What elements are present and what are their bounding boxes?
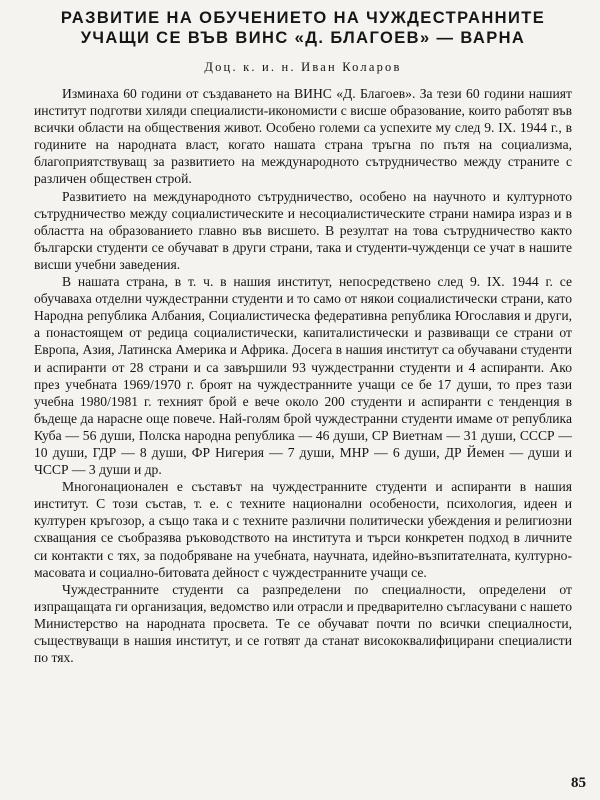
paragraph-4: Многонационален е съставът на чуждестранните студенти и аспиранти в нашия институт. С този състав, т. е. с техните национални особености, психология, идеен и културен кръгозор, а също така и с техните различни политически убеждения и религиозни схващания се съобразява ръководството на института и търси конкретен подход в личните си контакти с тях, за подобряване на учебната, научната, идейно-възпитателната, културно-масовата и социално-битовата дейност с чуждестранните учащи се. — [34, 479, 572, 580]
article-title-line-1: РАЗВИТИЕ НА ОБУЧЕНИЕТО НА ЧУЖДЕСТРАННИТЕ — [60, 9, 546, 27]
article-author: Доц. к. и. н. Иван Коларов — [204, 60, 402, 74]
paragraph-2: Развитието на международното сътрудничество, особено на научното и културното сътрудничество между социалистическите и несоциалистическите страни намира израз и в областта на образованието главно във висшето. В резултат на това сътрудничество както български студенти се обучават в други страни, така и студенти-чужденци се учат в нашите висши учебни заведения. — [34, 188, 572, 272]
paragraph-1: Изминаха 60 години от създаването на ВИНС «Д. Благоев». За тези 60 години нашият институт подготви хиляди специалисти-икономисти с висше образование, които работят във всички области на обществения живот. Особено големи са успехите му след 9. IX. 1944 г., в годините на народната власт, когато нашата страна тръгна по пътя на социализма, благоприятствуващ за развитието на международното сътрудничество между страните с различен обществен строй. — [34, 86, 572, 187]
article-title — [34, 8, 572, 48]
paragraph-5: Чуждестранните студенти са разпределени по специалности, определени от изпращащата ги организация, ведомство или отрасли и предварително съгласувани с нашето Министерство на народната просвета. Те се обучават почти по всички специалности, съществуващи в нашия институт, и се готвят да станат висококвалифицирани специалисти по тях. — [34, 581, 572, 666]
article-body — [34, 85, 572, 666]
paragraph-3: В нашата страна, в т. ч. в нашия институт, непосредствено след 9. IX. 1944 г. се обучаваха отделни чуждестранни студенти и то само от някои социалистически страни, като Народна република Албания, Социалистическа федеративна република Югославия и други, а понастоящем от редица социалистически, капиталистически и развиващи се страни от Европа, Азия, Латинска Америка и Африка. Досега в нашия институт са обучавани студенти и аспиранти от 28 страни и са завършили 93 чуждестранни студенти и 4 аспиранти. Ако през учебната 1969/1970 г. броят на чуждестранните учащи се бе 17 души, то през тази учебна 1980/1981 г. техният брой е вече около 200 студенти и аспиранти с тенденция в бъдеще да нараснe още повече. Най-голям брой чуждестранни студенти имаме от република Куба — 56 души, Полска народна република — 46 души, СР Виетнам — 31 души, СССР — 10 души, ГДР — 8 души, ФР Нигерия — 7 души, МНР — 6 души, ДР Йемен — души и ЧССР — 3 души и др. — [34, 274, 572, 478]
article-title-line-2: УЧАЩИ СЕ ВЪВ ВИНС «Д. БЛАГОЕВ» — ВАРНА — [80, 29, 526, 47]
page-number: 85 — [571, 775, 586, 791]
